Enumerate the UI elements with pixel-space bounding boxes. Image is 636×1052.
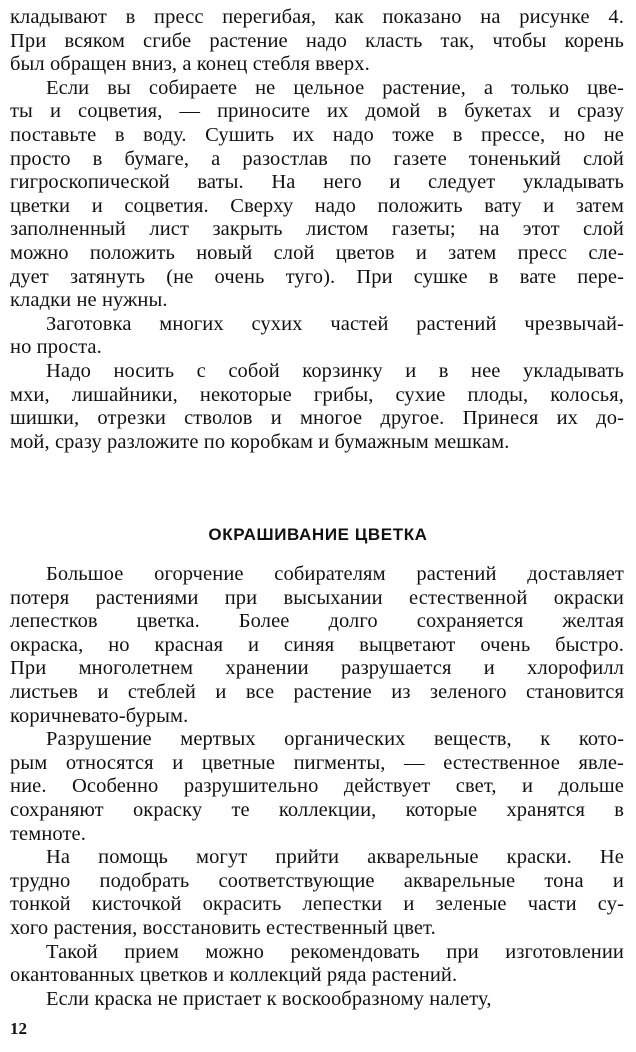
text-line: ты и соцветия, — приносите их домой в букетах и сразу: [10, 100, 624, 123]
text-line: При многолетнем хранении разрушается и хлорофилл: [10, 657, 624, 680]
text-line: сохраняют окраску те коллекции, которые хранятся в: [10, 799, 624, 821]
text-line: При всяком сгибе растение надо класть так, чтобы корень: [10, 29, 624, 52]
text-line: Если краска не пристает к воскообразному налету,: [46, 987, 492, 1010]
text-line: Заготовка многих сухих частей растений чрезвычай-: [46, 312, 624, 335]
text-line: окраска, но красная и синяя выцветают очень быстро.: [10, 633, 624, 656]
text-line: можно положить новый слой цветов и затем пресс сле-: [10, 242, 624, 264]
text-line: заполненный лист закрыть листом газеты; на этот слой: [10, 218, 624, 241]
text-line: но проста.: [10, 336, 102, 359]
text-line: мхи, лишайники, некоторые грибы, сухие плоды, колосья,: [10, 383, 624, 406]
text-line: кладывают в пресс перегибая, как показано на рисунке 4.: [10, 6, 624, 28]
text-line: Разрушение мертвых органических веществ, к кото-: [46, 728, 624, 751]
text-line: поставьте в воду. Сушить их надо тоже в прессе, но не: [10, 124, 624, 146]
text-line: Большое огорчение собирателям растений доставляет: [46, 563, 624, 585]
text-line: окантованных цветков и коллекций ряда растений.: [10, 964, 458, 987]
text-line: просто в бумаге, а разостлав по газете тоненький слой: [10, 147, 624, 170]
text-line: Надо носить с собой корзинку и в нее укладывать: [46, 360, 624, 382]
text-line: мой, сразу разложите по коробкам и бумажным мешкам.: [10, 430, 510, 453]
text-line: потеря растениями при высыхании естественной окраски: [10, 586, 624, 609]
text-line: лепестков цветка. Более долго сохраняется желтая: [10, 610, 624, 633]
text-line: ние. Особенно разрушительно действует свет, и дольше: [10, 775, 624, 798]
text-line: цветки и соцветия. Сверху надо положить вату и затем: [10, 194, 624, 217]
text-line: кладки не нужны.: [10, 289, 168, 312]
text-line: темноте.: [10, 822, 86, 845]
text-line: был обращен вниз, а конец стебля вверх.: [10, 53, 370, 76]
text-line: Если вы собираете не цельное растение, а только цве-: [46, 76, 624, 99]
text-line: трудно подобрать соответствующие акварельные тона и: [10, 869, 624, 892]
text-line: коричневато-бурым.: [10, 704, 189, 727]
text-line: тонкой кисточкой окрасить лепестки и зеленые части су-: [10, 893, 624, 916]
text-line: рым относятся и цветные пигменты, — естественное явле-: [10, 751, 624, 774]
text-line: дует затянуть (не очень туго). При сушке в вате пере-: [10, 265, 624, 288]
text-line: листьев и стеблей и все растение из зеленого становится: [10, 681, 624, 703]
section-heading: ОКРАШИВАНИЕ ЦВЕТКА: [208, 525, 428, 544]
text-line: гигроскопической ваты. На него и следует укладывать: [10, 171, 624, 194]
text-line: хого растения, восстановить естественный цвет.: [10, 917, 436, 939]
text-line: На помощь могут прийти акварельные краски. Не: [46, 846, 624, 869]
text-line: шишки, отрезки стволов и многое другое. Принеся их до-: [10, 407, 624, 430]
text-line: Такой прием можно рекомендовать при изготовлении: [46, 940, 624, 963]
page-number: 12: [10, 1019, 27, 1038]
